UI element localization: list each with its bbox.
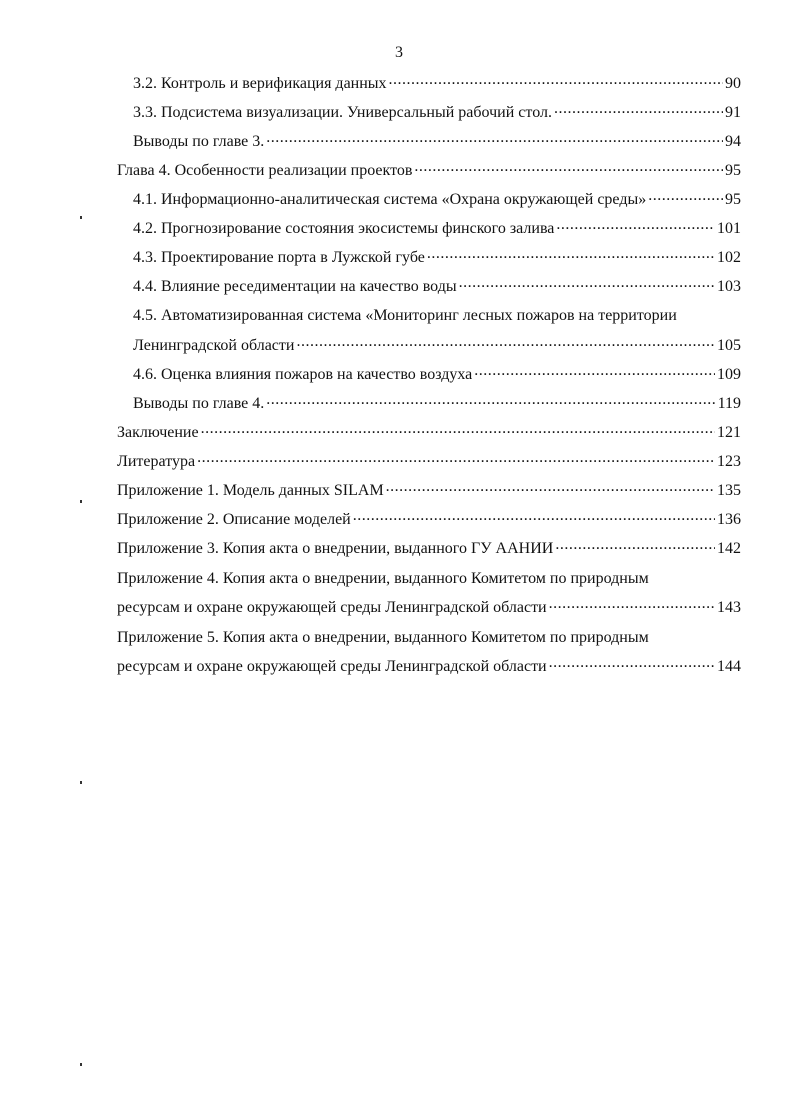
toc-entry-page: 95 xyxy=(725,191,741,208)
toc-leader xyxy=(549,598,715,612)
scan-speck xyxy=(80,1063,82,1066)
toc-entry-conclusions-3[interactable] xyxy=(133,132,741,152)
toc-entry-page: 94 xyxy=(725,133,741,150)
toc-entry-page: 103 xyxy=(717,278,741,295)
toc-entry-label: Литература xyxy=(117,453,196,470)
toc-entry-3-2[interactable] xyxy=(133,74,741,94)
toc-entry-page: 109 xyxy=(717,366,741,383)
toc-leader xyxy=(353,510,715,524)
toc-entry-4-1[interactable] xyxy=(133,190,741,210)
toc-leader xyxy=(266,394,715,408)
toc-leader xyxy=(555,539,715,553)
toc-entry-appendix-5[interactable] xyxy=(117,657,741,677)
toc-entry-page: 135 xyxy=(717,482,741,499)
toc-leader xyxy=(197,452,715,466)
toc-entry-page: 119 xyxy=(717,395,741,412)
toc-entry-appendix-2[interactable] xyxy=(117,510,741,530)
toc-entry-4-2[interactable] xyxy=(133,219,741,239)
toc-entry-page: 143 xyxy=(717,599,741,616)
toc-entry-page: 142 xyxy=(717,540,741,557)
toc-entry-label: Выводы по главе 4. xyxy=(133,395,265,412)
toc-entry-appendix-4-line1: Приложение 4. Копия акта о внедрении, выданного Комитетом по природным xyxy=(117,570,649,587)
toc-entry-conclusion[interactable] xyxy=(117,423,741,443)
toc-entry-literature[interactable] xyxy=(117,452,741,472)
toc-entry-page: 95 xyxy=(725,162,741,179)
toc-entry-conclusions-4[interactable] xyxy=(133,394,741,414)
toc-entry-label: 4.4. Влияние реседиментации на качество воды xyxy=(133,278,457,295)
toc-entry-label: 4.3. Проектирование порта в Лужской губе xyxy=(133,249,425,266)
toc-entry-4-3[interactable] xyxy=(133,248,741,268)
toc-entry-label: Ленинградской области xyxy=(133,337,295,354)
toc-entry-appendix-3[interactable] xyxy=(117,539,741,559)
scan-speck xyxy=(80,216,82,219)
toc-entry-page: 90 xyxy=(725,75,741,92)
toc-entry-label: 3.3. Подсистема визуализации. Универсальный рабочий стол. xyxy=(133,104,552,121)
toc-leader xyxy=(427,248,715,262)
toc-entry-label: 4.6. Оценка влияния пожаров на качество воздуха xyxy=(133,366,473,383)
toc-entry-chapter-4[interactable] xyxy=(117,161,741,181)
scan-speck xyxy=(80,781,82,784)
toc-leader xyxy=(459,277,715,291)
toc-entry-4-6[interactable] xyxy=(133,365,741,385)
toc-entry-appendix-4[interactable] xyxy=(117,598,741,618)
toc-leader xyxy=(201,423,715,437)
toc-entry-label: Глава 4. Особенности реализации проектов xyxy=(117,162,413,179)
toc-entry-label: 4.2. Прогнозирование состояния экосистемы финского залива xyxy=(133,220,555,237)
toc-entry-page: 101 xyxy=(717,220,741,237)
toc-entry-label: ресурсам и охране окружающей среды Ленинградской области xyxy=(117,599,547,616)
toc-entry-label: 3.2. Контроль и верификация данных xyxy=(133,75,387,92)
toc-leader xyxy=(556,219,715,233)
toc-entry-page: 102 xyxy=(717,249,741,266)
page-number: 3 xyxy=(395,44,403,61)
toc-entry-page: 121 xyxy=(717,424,741,441)
toc-entry-label: Приложение 3. Копия акта о внедрении, выданного ГУ ААНИИ xyxy=(117,540,554,557)
toc-leader xyxy=(648,190,723,204)
toc-leader xyxy=(386,481,715,495)
toc-entry-label: Приложение 2. Описание моделей xyxy=(117,511,351,528)
toc-entry-label: Выводы по главе 3. xyxy=(133,133,265,150)
toc-leader xyxy=(554,103,723,117)
toc-entry-3-3[interactable] xyxy=(133,103,741,123)
toc-entry-4-5[interactable] xyxy=(133,336,741,356)
toc-entry-page: 105 xyxy=(717,337,741,354)
toc-leader xyxy=(266,132,723,146)
toc-leader xyxy=(389,74,723,88)
toc-entry-appendix-5-line1: Приложение 5. Копия акта о внедрении, выданного Комитетом по природным xyxy=(117,629,649,646)
toc-leader xyxy=(474,365,715,379)
toc-entry-page: 136 xyxy=(717,511,741,528)
toc-entry-appendix-1[interactable] xyxy=(117,481,741,501)
toc-entry-label: 4.1. Информационно-аналитическая система «Охрана окружающей среды» xyxy=(133,191,647,208)
toc-leader xyxy=(414,161,723,175)
toc-entry-page: 123 xyxy=(717,453,741,470)
toc-entry-page: 91 xyxy=(725,104,741,121)
toc-entry-4-5-line1: 4.5. Автоматизированная система «Мониторинг лесных пожаров на территории xyxy=(133,307,677,324)
toc-entry-4-4[interactable] xyxy=(133,277,741,297)
toc-leader xyxy=(296,336,715,350)
toc-entry-label: ресурсам и охране окружающей среды Ленинградской области xyxy=(117,658,547,675)
toc-leader xyxy=(549,657,715,671)
toc-entry-page: 144 xyxy=(717,658,741,675)
toc-entry-label: Приложение 1. Модель данных SILAM xyxy=(117,482,384,499)
toc-entry-label: Заключение xyxy=(117,424,199,441)
scan-speck xyxy=(80,500,82,503)
